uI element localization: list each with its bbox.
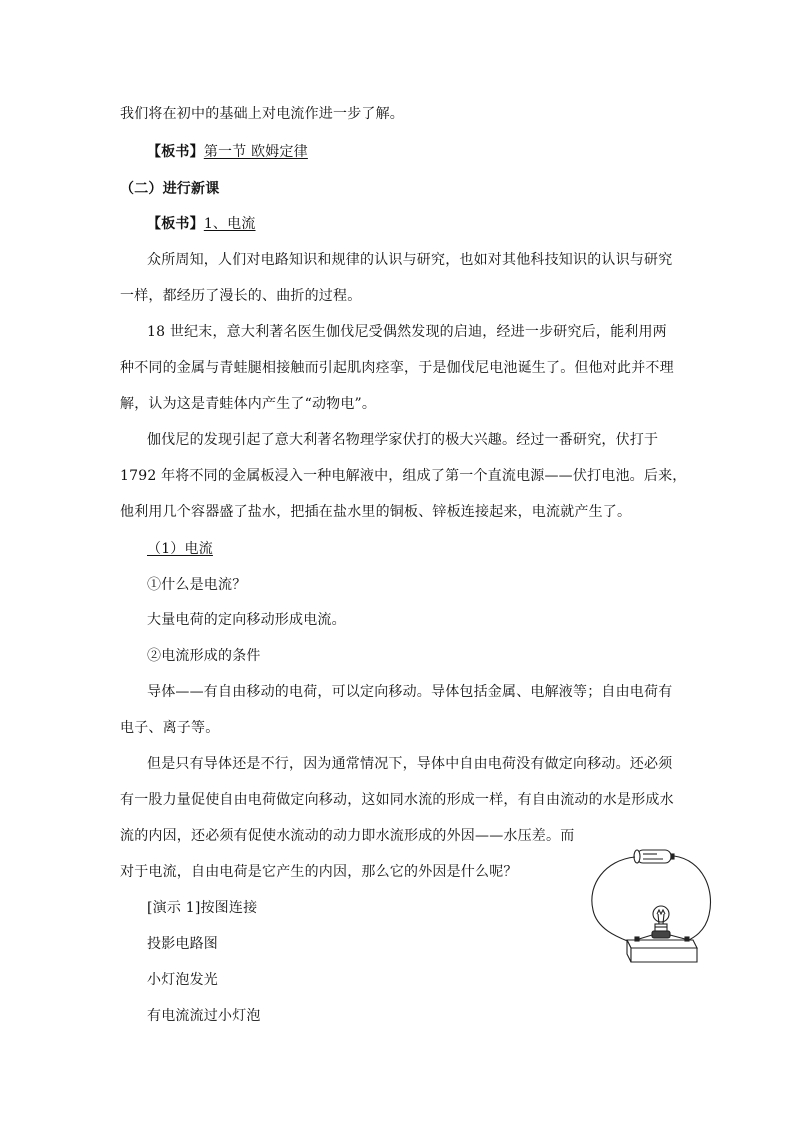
- answer: 大量电荷的定向移动形成电流。: [147, 612, 346, 628]
- section-heading: （二）进行新课: [120, 181, 220, 197]
- paragraph-line: 种不同的金属与青蛙腿相接触而引起肌肉痉挛，于是伽伐尼电池诞生了。但他对此并不理: [120, 360, 674, 376]
- paragraph-line: 18 世纪末，意大利著名医生伽伐尼受偶然发现的启迪，经进一步研究后，能利用两: [147, 324, 667, 340]
- subsection-title: 1、电流: [203, 216, 256, 232]
- wire-icon: [592, 857, 635, 942]
- board-tag: 【板书】: [147, 144, 204, 160]
- paragraph-line: 但是只有导体还是不行，因为通常情况下，导体中自由电荷没有做定向移动。还必须: [147, 756, 673, 772]
- wire-icon: [674, 856, 711, 941]
- light-bulb-icon: [639, 906, 685, 939]
- board-note-1: [147, 143, 308, 161]
- paragraph-line: 对于电流，自由电荷是它产生的内因，那么它的外因是什么呢？: [120, 864, 518, 880]
- paragraph-line: 众所周知，人们对电路知识和规律的认识与研究，也如对其他科技知识的认识与研究: [147, 252, 673, 268]
- paragraph-line: 解，认为这是青蛙体内产生了“动物电”。: [120, 396, 377, 412]
- paragraph-line: 流的内因，还必须有促使水流动的动力即水流形成的外因——水压差。而: [120, 828, 575, 844]
- section-title: 第一节 欧姆定律: [203, 144, 308, 160]
- subheading: （1）电流: [147, 541, 213, 557]
- question: ①什么是电流？: [147, 577, 247, 593]
- demo-line: [演示 1]按图连接: [147, 900, 258, 916]
- paragraph-line: 电子、离子等。: [120, 720, 220, 736]
- board-note-2: [147, 215, 256, 233]
- paragraph-line: 伽伐尼的发现引起了意大利著名物理学家伏打的极大兴趣。经过一番研究，伏打于: [147, 432, 659, 448]
- battery-icon: [634, 850, 674, 863]
- paragraph-line: 他利用几个容器盛了盐水，把插在盐水里的铜板、锌板连接起来，电流就产生了。: [120, 504, 632, 520]
- question: ②电流形成的条件: [147, 648, 261, 664]
- board-tag: 【板书】: [147, 216, 204, 232]
- step-line: 投影电路图: [147, 936, 218, 952]
- paragraph-line: 导体——有自由移动的电荷，可以定向移动。导体包括金属、电解液等；自由电荷有: [147, 684, 673, 700]
- paragraph-line: 有一股力量促使自由电荷做定向移动，这如同水流的形成一样，有自由流动的水是形成水: [120, 792, 674, 808]
- intro-line: 我们将在初中的基础上对电流作进一步了解。: [120, 106, 404, 122]
- circuit-diagram: [585, 840, 715, 970]
- step-line: 小灯泡发光: [147, 972, 218, 988]
- paragraph-line: 一样，都经历了漫长的、曲折的过程。: [120, 288, 362, 304]
- base-board-icon: [627, 937, 697, 962]
- paragraph-line: 1792 年将不同的金属板浸入一种电解液中，组成了第一个直流电源——伏打电池。后来，: [120, 468, 687, 484]
- step-line: 有电流流过小灯泡: [147, 1008, 261, 1024]
